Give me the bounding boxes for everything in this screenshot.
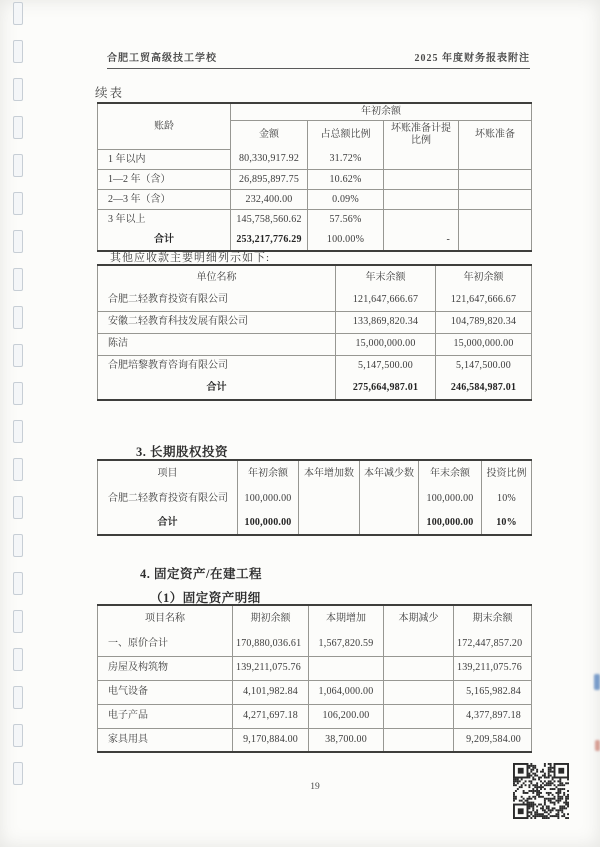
header-school-name: 合肥工贸高级技工学校: [107, 53, 217, 64]
asset-increase-cell: [309, 656, 384, 680]
other-receivables-total-row: [98, 377, 532, 400]
other-receivables-table: [97, 264, 532, 401]
asset-name-cell: 电气设备: [98, 680, 233, 704]
asset-begin-cell: 170,880,036.61: [233, 632, 309, 656]
other-receivables-row: [98, 311, 532, 333]
aging-label-cell: 1 年以内: [98, 150, 231, 170]
equity-increase-cell: [299, 486, 360, 511]
item-col-header: 项目: [98, 460, 238, 486]
long-term-equity-row: [98, 486, 532, 511]
equity-end-cell: 100,000.00: [419, 486, 482, 511]
asset-increase-cell: 1,064,000.00: [309, 680, 384, 704]
period-begin-col-header: 期初余额: [233, 605, 309, 632]
asset-begin-cell: 4,271,697.18: [233, 704, 309, 728]
year-begin-cell: 104,789,820.34: [436, 311, 532, 333]
unit-name-cell: 安徽二轻教育科技发展有限公司: [98, 311, 336, 333]
edge-tab-mark-red: [595, 740, 600, 751]
aging-analysis-table: [97, 102, 532, 252]
year-end-cell: 121,647,666.67: [336, 289, 436, 311]
aging-provision-ratio-cell: [384, 150, 459, 170]
fixed-assets-row: [98, 632, 532, 656]
page-number: 19: [310, 782, 320, 792]
asset-end-cell: 4,377,897.18: [454, 704, 532, 728]
unit-name-col-header: 单位名称: [98, 265, 336, 289]
aging-table-row: [98, 190, 532, 210]
aging-ratio-cell: 57.56%: [308, 210, 384, 230]
equity-total-label: 合计: [98, 511, 238, 535]
fixed-assets-row: [98, 680, 532, 704]
begin-col-header: 年初余额: [238, 460, 299, 486]
asset-increase-cell: 106,200.00: [309, 704, 384, 728]
asset-begin-cell: 9,170,884.00: [233, 728, 309, 752]
asset-end-cell: 9,209,584.00: [454, 728, 532, 752]
equity-total-end: 100,000.00: [419, 511, 482, 535]
year-begin-cell: 15,000,000.00: [436, 333, 532, 355]
aging-provision-cell: [459, 190, 532, 210]
asset-end-cell: 139,211,075.76: [454, 656, 532, 680]
aging-ratio-cell: 10.62%: [308, 170, 384, 190]
other-receivables-total-begin: 246,584,987.01: [436, 377, 532, 400]
unit-name-cell: 陈洁: [98, 333, 336, 355]
long-term-equity-table: [97, 459, 532, 536]
asset-end-cell: 172,447,857.20: [454, 632, 532, 656]
aging-total-ratio: 100.00%: [308, 230, 384, 251]
other-receivables-total-label: 合计: [98, 377, 336, 400]
aging-group-header: 年初余额: [231, 103, 532, 121]
equity-total-begin: 100,000.00: [238, 511, 299, 535]
aging-label-cell: 2—3 年（含）: [98, 190, 231, 210]
period-increase-col-header: 本期增加: [309, 605, 384, 632]
period-decrease-col-header: 本期减少: [384, 605, 454, 632]
ratio-col-header: 占总额比例: [308, 121, 384, 150]
aging-total-provision-ratio: -: [384, 230, 459, 251]
equity-total-increase: [299, 511, 360, 535]
aging-table-row: [98, 170, 532, 190]
asset-name-cell: 一、原价合计: [98, 632, 233, 656]
other-receivables-intro: 其他应收款主要明细列示如下:: [110, 252, 271, 264]
asset-name-cell: 房屋及构筑物: [98, 656, 233, 680]
aging-total-amount: 253,217,776.29: [231, 230, 308, 251]
header-report-title: 2025 年度财务报表附注: [414, 53, 530, 64]
aging-total-label: 合计: [98, 230, 231, 251]
aging-ratio-cell: 0.09%: [308, 190, 384, 210]
other-receivables-row: [98, 355, 532, 377]
asset-name-cell: 家具用具: [98, 728, 233, 752]
aging-provision-ratio-cell: [384, 170, 459, 190]
asset-decrease-cell: [384, 680, 454, 704]
year-end-cell: 133,869,820.34: [336, 311, 436, 333]
fixed-assets-row: [98, 728, 532, 752]
fixed-assets-row: [98, 704, 532, 728]
aging-label-cell: 1—2 年（含）: [98, 170, 231, 190]
invest-ratio-col-header: 投资比例: [482, 460, 532, 486]
unit-name-cell: 合肥二轻教育投资有限公司: [98, 289, 336, 311]
aging-table-row: [98, 210, 532, 230]
asset-decrease-cell: [384, 704, 454, 728]
year-begin-cell: 5,147,500.00: [436, 355, 532, 377]
fixed-assets-row: [98, 656, 532, 680]
continued-table-label: 续表: [95, 86, 125, 100]
asset-name-cell: 电子产品: [98, 704, 233, 728]
qr-code: [513, 763, 569, 819]
provision-ratio-col-header: 坏账准备计提比例: [384, 121, 459, 150]
aging-total-row: [98, 230, 532, 251]
aging-provision-cell: [459, 150, 532, 170]
period-end-col-header: 期末余额: [454, 605, 532, 632]
year-begin-cell: 121,647,666.67: [436, 289, 532, 311]
asset-name-col-header: 项目名称: [98, 605, 233, 632]
aging-provision-cell: [459, 170, 532, 190]
aging-amount-cell: 145,758,560.62: [231, 210, 308, 230]
increase-col-header: 本年增加数: [299, 460, 360, 486]
asset-increase-cell: 1,567,820.59: [309, 632, 384, 656]
asset-increase-cell: 38,700.00: [309, 728, 384, 752]
year-end-cell: 5,147,500.00: [336, 355, 436, 377]
aging-amount-cell: 232,400.00: [231, 190, 308, 210]
equity-begin-cell: 100,000.00: [238, 486, 299, 511]
asset-begin-cell: 4,101,982.84: [233, 680, 309, 704]
asset-decrease-cell: [384, 656, 454, 680]
section-4-subtitle: （1）固定资产明细: [150, 591, 261, 605]
amount-col-header: 金额: [231, 121, 308, 150]
section-4-title: 4. 固定资产/在建工程: [140, 567, 262, 581]
equity-ratio-cell: 10%: [482, 486, 532, 511]
year-begin-col-header: 年初余额: [436, 265, 532, 289]
equity-item-cell: 合肥二轻教育投资有限公司: [98, 486, 238, 511]
aging-table-row: [98, 150, 532, 170]
asset-begin-cell: 139,211,075.76: [233, 656, 309, 680]
aging-amount-cell: 80,330,917.92: [231, 150, 308, 170]
year-end-col-header: 年末余额: [336, 265, 436, 289]
aging-label-cell: 3 年以上: [98, 210, 231, 230]
fixed-assets-table: [97, 604, 532, 753]
equity-decrease-cell: [360, 486, 419, 511]
section-3-title: 3. 长期股权投资: [136, 445, 229, 459]
decrease-col-header: 本年减少数: [360, 460, 419, 486]
edge-tab-mark-blue: [594, 674, 600, 690]
aging-provision-ratio-cell: [384, 210, 459, 230]
aging-provision-ratio-cell: [384, 190, 459, 210]
unit-name-cell: 合肥培黎教育咨询有限公司: [98, 355, 336, 377]
aging-amount-cell: 26,895,897.75: [231, 170, 308, 190]
asset-decrease-cell: [384, 728, 454, 752]
aging-col-header: 账龄: [98, 103, 231, 150]
asset-decrease-cell: [384, 632, 454, 656]
other-receivables-total-end: 275,664,987.01: [336, 377, 436, 400]
aging-total-provision: [459, 230, 532, 251]
aging-provision-cell: [459, 210, 532, 230]
spiral-binding-holes: [13, 2, 23, 800]
other-receivables-row: [98, 333, 532, 355]
long-term-equity-total-row: [98, 511, 532, 535]
aging-ratio-cell: 31.72%: [308, 150, 384, 170]
other-receivables-row: [98, 289, 532, 311]
equity-total-ratio: 10%: [482, 511, 532, 535]
year-end-cell: 15,000,000.00: [336, 333, 436, 355]
provision-col-header: 坏账准备: [459, 121, 532, 150]
asset-end-cell: 5,165,982.84: [454, 680, 532, 704]
equity-total-decrease: [360, 511, 419, 535]
end-col-header: 年末余额: [419, 460, 482, 486]
running-header: [107, 49, 530, 69]
